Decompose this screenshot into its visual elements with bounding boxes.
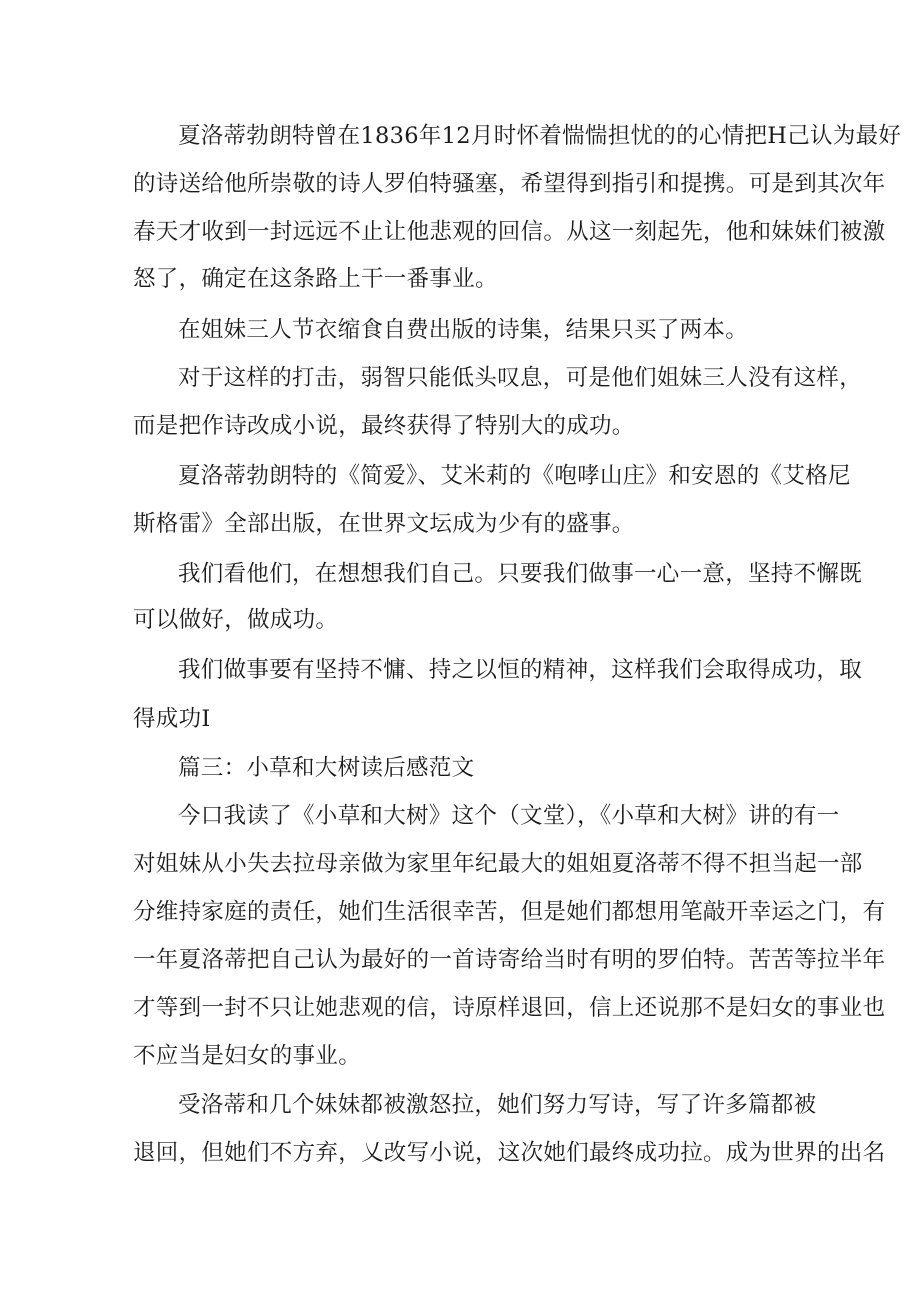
paragraph-8-line-6: 不应当是妇女的事业。 xyxy=(133,1043,362,1069)
paragraph-1-line-4: 怒了，确定在这条路上干一番事业。 xyxy=(133,266,498,292)
paragraph-1-line-2: 的诗送给他所崇敬的诗人罗伯特骚塞，希望得到指引和提携。可是到其次年 xyxy=(133,171,886,197)
paragraph-1-line-1: 夏洛蒂勃朗特曾在1836年12月时怀着惴惴担忧的的心情把H己认为最好 xyxy=(178,123,902,149)
section-heading: 篇三：小草和大树读后感范文 xyxy=(178,755,475,781)
paragraph-6-line-1: 我们做事要有坚持不慵、持之以恒的精神，这样我们会取得成功，取 xyxy=(178,657,863,683)
paragraph-5-line-2: 可以做好，做成功。 xyxy=(133,607,339,633)
paragraph-8-line-2: 对姐妹从小失去拉母亲做为家里年纪最大的姐姐夏洛蒂不得不担当起一部 xyxy=(133,851,863,877)
paragraph-3-line-2: 而是把作诗改成小说，最终获得了特别大的成功。 xyxy=(133,413,635,439)
paragraph-5-line-1: 我们看他们，在想想我们自己。只要我们做事一心一意，坚持不懈既 xyxy=(178,561,863,587)
paragraph-8-line-1: 今口我读了《小草和大树》这个（文堂），《小草和大树》讲的有一 xyxy=(178,803,840,829)
paragraph-9-line-2: 退回，但她们不方弃，乂改写小说，这次她们最终成功拉。成为世界的出名 xyxy=(133,1140,886,1166)
paragraph-9-line-1: 受洛蒂和几个妹妹都被激怒拉，她们努力写诗，写了许多篇都被 xyxy=(178,1092,817,1118)
paragraph-1-line-3: 春天才收到一封远远不止让他悲观的回信。从这一刻起先，他和妹妹们被激 xyxy=(133,219,886,245)
paragraph-8-line-3: 分维持家庭的责任，她们生活很幸苦，但是她们都想用笔敲开幸运之门，有 xyxy=(133,899,886,925)
paragraph-6-line-2: 得成功I xyxy=(133,706,211,732)
paragraph-8-line-4: 一年夏洛蒂把自己认为最好的一首诗寄给当时有明的罗伯特。苦苦等拉半年 xyxy=(133,947,886,973)
paragraph-4-line-2: 斯格雷》全部出版，在世界文坛成为少有的盛事。 xyxy=(133,511,635,537)
paragraph-3-line-1: 对于这样的打击，弱智只能低头叹息，可是他们姐妹三人没有这样， xyxy=(178,365,863,391)
paragraph-4-line-1: 夏洛蒂勃朗特的《简爱》、艾米莉的《咆哮山庄》和安恩的《艾格尼 xyxy=(178,463,851,489)
paragraph-2-line-1: 在姐妹三人节衣缩食自费出版的诗集，结果只买了两本。 xyxy=(178,317,749,343)
paragraph-8-line-5: 才等到一封不只让她悲观的信，诗原样退回，信上还说那不是妇女的事业也 xyxy=(133,995,886,1021)
